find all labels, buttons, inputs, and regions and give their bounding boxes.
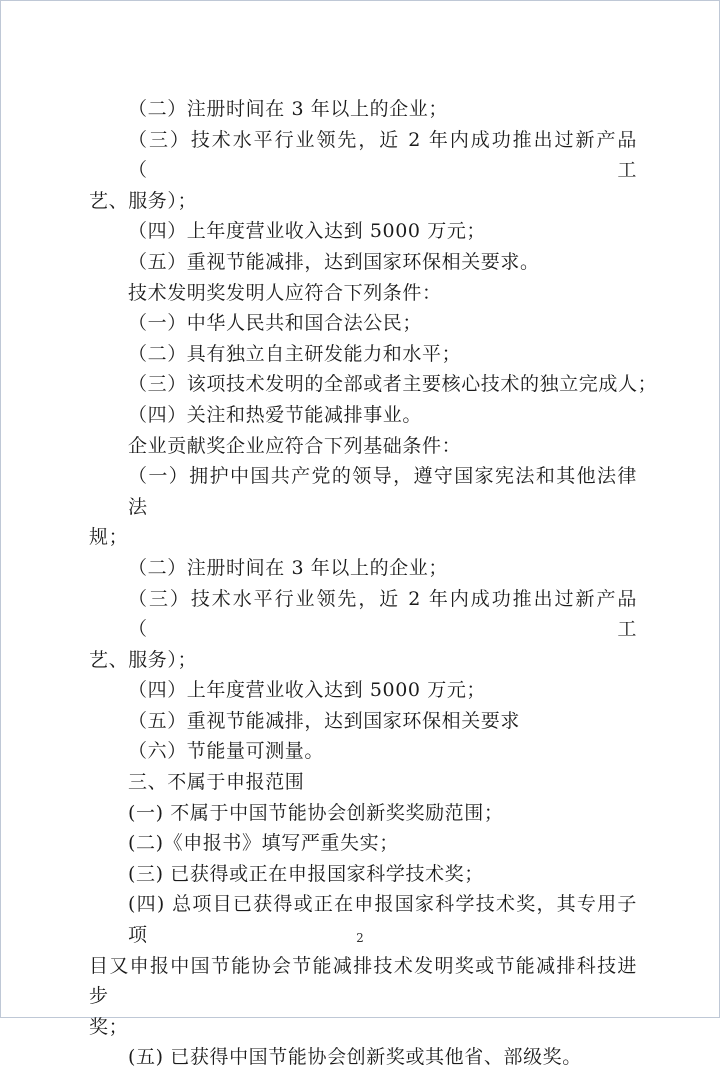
- paragraph-line: 艺、服务）；: [89, 189, 198, 212]
- paragraph-line: （三）该项技术发明的全部或者主要核心技术的独立完成人；: [128, 373, 658, 396]
- page-body: [89, 94, 658, 1073]
- paragraph-line: （三）技术水平行业领先，近 2 年内成功推出过新产品（工: [128, 128, 637, 182]
- paragraph-line: (一) 不属于中国节能协会创新奖奖励范围；: [128, 801, 504, 824]
- section-heading: 技术发明奖发明人应符合下列条件：: [128, 281, 442, 304]
- paragraph-line: （二）注册时间在 3 年以上的企业；: [128, 556, 448, 579]
- paragraph-line: （二）注册时间在 3 年以上的企业；: [128, 98, 448, 120]
- paragraph-line: （二）具有独立自主研发能力和水平；: [128, 342, 462, 365]
- paragraph-line: (二)《申报书》填写严重失实；: [128, 832, 399, 855]
- page-number: 2: [356, 931, 364, 945]
- paragraph-line: （一）中华人民共和国合法公民；: [128, 312, 423, 335]
- paragraph-line: (四) 总项目已获得或正在申报国家科学技术奖，其专用子项: [128, 893, 637, 947]
- paragraph-line: （四）上年度营业收入达到 5000 万元；: [128, 220, 487, 243]
- paragraph-line: （一）拥护中国共产党的领导，遵守国家宪法和其他法律法: [128, 465, 637, 518]
- paragraph-line: 奖；: [89, 1015, 129, 1038]
- section-heading: 企业贡献奖企业应符合下列基础条件：: [128, 434, 462, 457]
- paragraph-line: （四）关注和热爱节能减排事业。: [128, 403, 423, 426]
- paragraph-line: (三) 已获得或正在申报国家科学技术奖；: [128, 862, 484, 885]
- paragraph-line: 艺、服务）；: [89, 648, 198, 671]
- paragraph-line: (五) 已获得中国节能协会创新奖或其他省、部级奖。: [128, 1046, 582, 1069]
- paragraph-line: （三）技术水平行业领先，近 2 年内成功推出过新产品（工: [128, 587, 637, 641]
- paragraph-line: （六）节能量可测量。: [128, 740, 325, 763]
- paragraph-line: 规；: [89, 526, 129, 549]
- paragraph-line: 目又申报中国节能协会节能减排技术发明奖或节能减排科技进步: [89, 954, 637, 1008]
- paragraph-line: （五）重视节能减排，达到国家环保相关要求: [128, 709, 521, 732]
- paragraph-line: （五）重视节能减排，达到国家环保相关要求。: [128, 250, 540, 273]
- paragraph-line: （四）上年度营业收入达到 5000 万元；: [128, 679, 487, 702]
- section-heading: 三、不属于申报范围: [128, 771, 305, 794]
